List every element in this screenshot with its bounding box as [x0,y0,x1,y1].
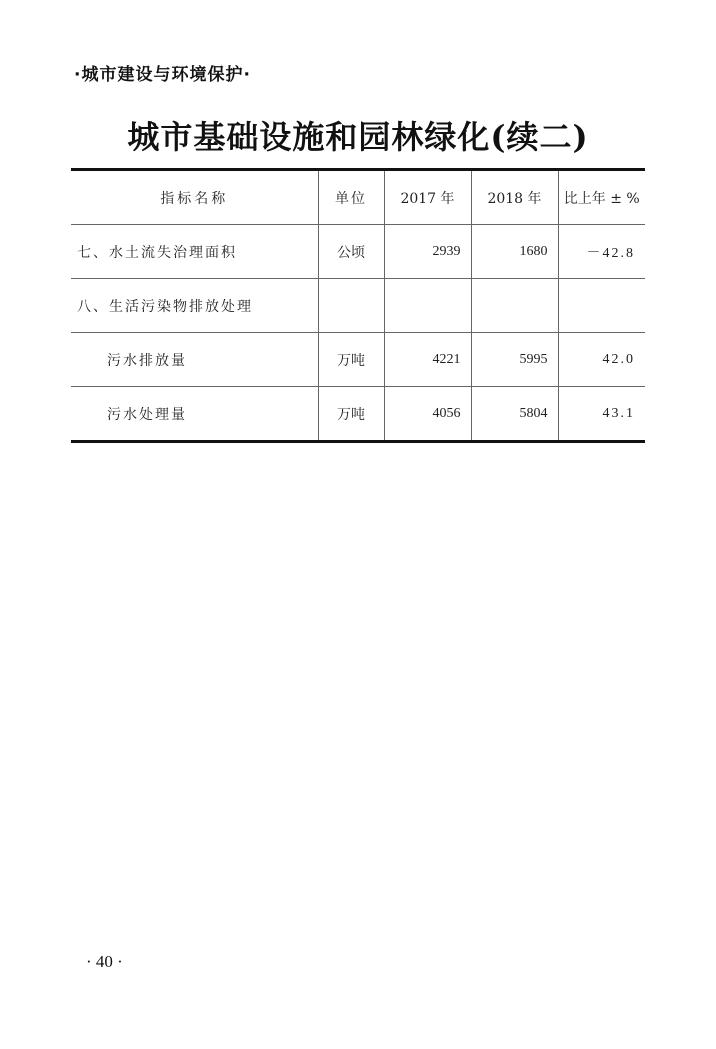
row-name: 八、生活污染物排放处理 [71,279,318,333]
row-name: 污水排放量 [71,333,318,387]
row-unit: 万吨 [318,333,384,387]
data-table [71,168,645,443]
row-value-2018: 1680 [471,225,558,279]
row-change: 43.1 [558,387,645,442]
table-row [71,333,645,387]
table-row [71,279,645,333]
row-change: －42.8 [558,225,645,279]
row-change [558,279,645,333]
row-change: 42.0 [558,333,645,387]
row-name: 七、水土流失治理面积 [71,225,318,279]
header-unit: 单位 [318,170,384,225]
row-value-2017 [384,279,471,333]
row-name: 污水处理量 [107,406,187,423]
header-2018: 2018 年 [471,170,558,225]
table-row [71,387,645,442]
row-value-2017: 2939 [384,225,471,279]
page-title: 城市基础设施和园林绿化(续二) [127,118,589,156]
row-value-2018 [471,279,558,333]
header-indicator-name: 指标名称 [71,170,318,225]
row-unit [318,279,384,333]
row-value-2017: 4221 [384,333,471,387]
table-header-row [71,170,645,225]
row-unit: 公顷 [318,225,384,279]
row-value-2017: 4056 [384,387,471,442]
row-value-2018: 5995 [471,333,558,387]
header-2017: 2017 年 [384,170,471,225]
row-unit: 万吨 [318,387,384,442]
table-row [71,225,645,279]
section-header: ·城市建设与环境保护· [74,65,251,85]
header-change: 比上年 ± % [558,170,645,225]
page-number: · 40 · [86,952,123,971]
row-value-2018: 5804 [471,387,558,442]
